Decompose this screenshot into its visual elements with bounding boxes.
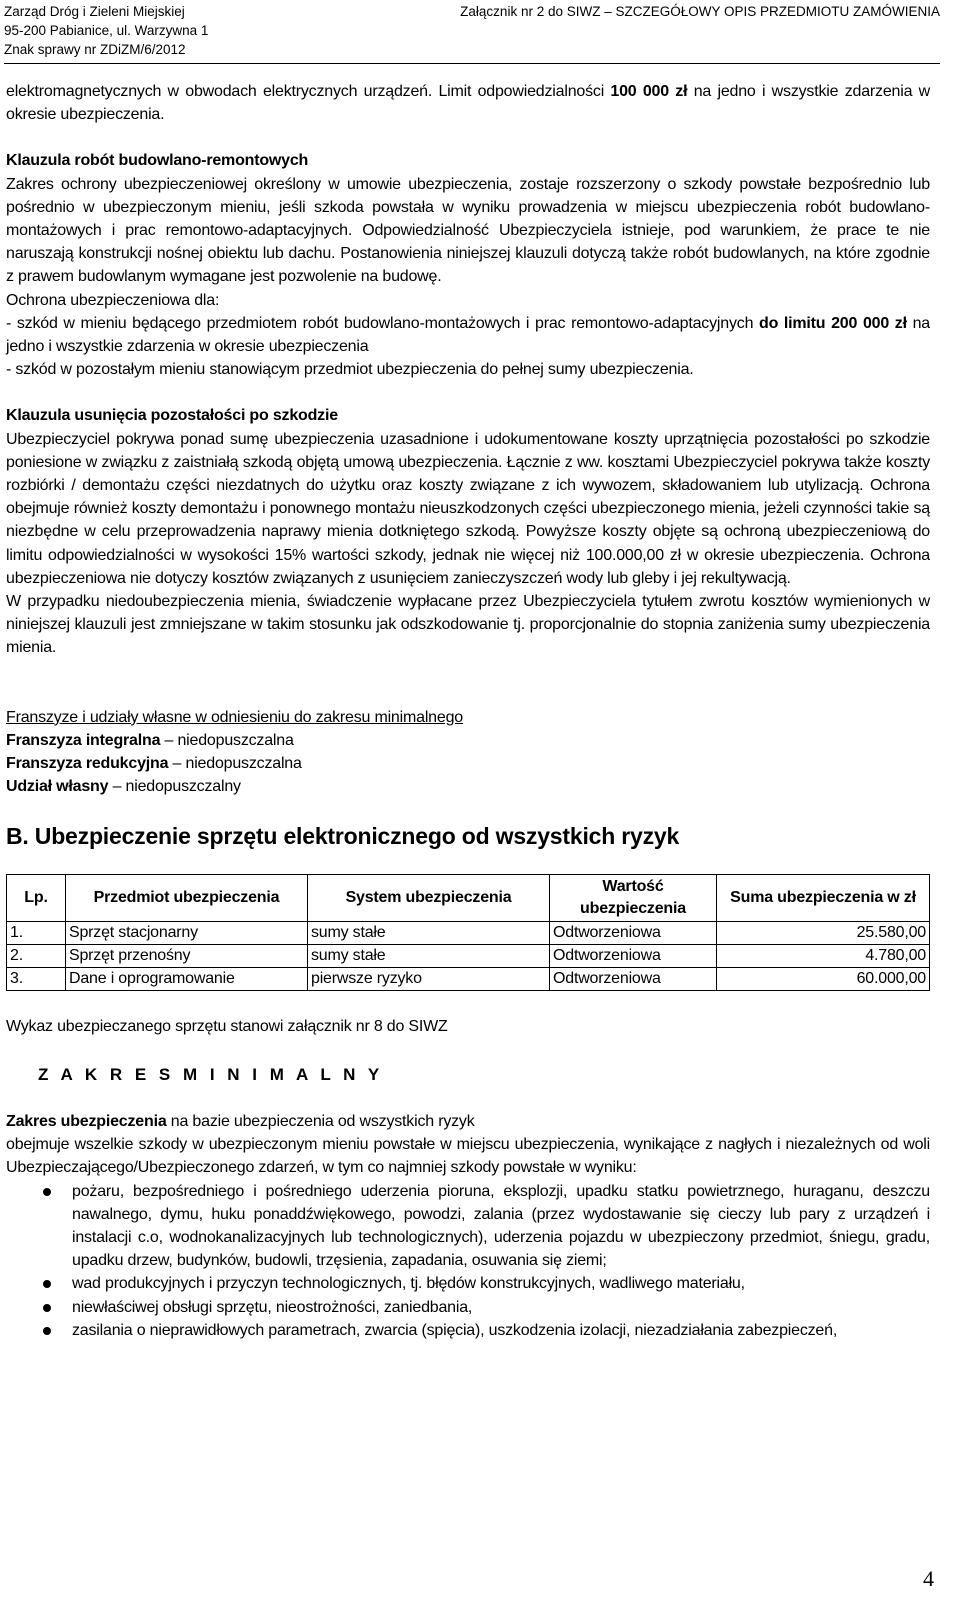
table-row — [7, 968, 930, 991]
clause-construction-title-text: Klauzula robót budowlano-remontowych — [6, 152, 309, 170]
table-row — [7, 922, 930, 945]
cell-value: Odtworzeniowa — [550, 945, 717, 968]
table-header-row — [7, 875, 930, 922]
list-item — [6, 1180, 930, 1273]
cell-system: sumy stałe — [308, 922, 550, 945]
cell-value: Odtworzeniowa — [550, 922, 717, 945]
risk-text: wad produkcyjnych i przyczyn technologicznych, tj. błędów konstrukcyjnych, wadliwego materiału, — [72, 1275, 745, 1293]
cell-lp: 1. — [7, 922, 66, 945]
cell-lp: 2. — [7, 945, 66, 968]
deductible-row — [6, 729, 930, 752]
header-left — [4, 2, 208, 59]
col-system: System ubezpieczenia — [308, 875, 550, 922]
scope-text: obejmuje wszelkie szkody w ubezpieczonym mieniu powstałe w miejscu ubezpieczenia, wynikające z nagłych i niezależnych od woli Ubezpieczającego/Ubezpieczonego zdarzeń, w tym co najmniej szkody powstałe w wyniku: — [6, 1136, 930, 1177]
cell-sum: 4.780,00 — [717, 945, 930, 968]
bullet-icon — [43, 1280, 51, 1288]
section-b-title: B. Ubezpieczenie sprzętu elektronicznego od wszystkich ryzyk — [6, 823, 680, 850]
clause-construction-p3c: na jedno i wszystkie zdarzenia w okresie ubezpieczenia — [6, 314, 930, 356]
list-item — [6, 1296, 930, 1319]
bullet-icon — [43, 1304, 51, 1312]
risk-text: niewłaściwej obsługi sprzętu, nieostrożności, zaniedbania, — [72, 1298, 473, 1316]
deductible-value: – niedopuszczalna — [160, 731, 294, 749]
header-case-number: Znak sprawy nr ZDiZM/6/2012 — [4, 42, 186, 57]
clause-construction-title — [6, 149, 930, 172]
col-subject: Przedmiot ubezpieczenia — [66, 875, 308, 922]
deductible-label: Franszyza redukcyjna — [6, 755, 169, 773]
clause-construction-p2: Ochrona ubezpieczeniowa dla: — [6, 291, 220, 309]
page-header — [4, 2, 940, 58]
intro-paragraph — [6, 80, 930, 126]
col-lp: Lp. — [7, 875, 66, 922]
cell-system: sumy stałe — [308, 945, 550, 968]
clause-debris-title — [6, 404, 930, 427]
risk-text: pożaru, bezpośredniego i pośredniego uderzenia pioruna, eksplozji, upadku statku powietrznego, huraganu, deszczu nawalnego, dymu, huku ponaddźwiękowego, powodzi, zalania (przez wydostawanie się cieczy lub pary z urządzeń i instalacji c.o, wodnokanalizacyjnych lub technologicznych), uderzenia pojazdu w ubezpieczony przedmiot, śniegu, gradu, upadku drzew, budynków, budowli, trzęsienia, zapadania, osuwania się ziemi; — [72, 1182, 930, 1270]
cell-subject: Sprzęt stacjonarny — [66, 922, 308, 945]
cell-lp: 3. — [7, 968, 66, 991]
scope-rest: na bazie ubezpieczenia od wszystkich ryzyk — [166, 1112, 475, 1130]
header-annex: Załącznik nr 2 do SIWZ – SZCZEGÓŁOWY OPIS PRZEDMIOTU ZAMÓWIENIA — [460, 4, 940, 19]
cell-sum: 60.000,00 — [717, 968, 930, 991]
list-item — [6, 1319, 930, 1342]
intro-text-2: na jedno i wszystkie zdarzenia w okresie ubezpieczenia. — [6, 83, 930, 124]
clause-construction-p3a: - szkód w mieniu będącego przedmiotem robót budowlano-montażowych i prac remontowo-adaptacyjnych — [6, 314, 760, 332]
clause-construction-limit: do limitu 200 000 zł — [759, 314, 907, 332]
header-rule — [4, 63, 940, 64]
intro-text-1: elektromagnetycznych w obwodach elektrycznych urządzeń. Limit odpowiedzialności — [6, 83, 611, 100]
equipment-note: Wykaz ubezpieczanego sprzętu stanowi załącznik nr 8 do SIWZ — [6, 1018, 448, 1036]
clause-debris-p1: Ubezpieczyciel pokrywa ponad sumę ubezpieczenia uzasadnione i udokumentowane koszty uprzątnięcia pozostałości po szkodzie poniesione w związku z zaistniałą szkodą objętą umową ubezpieczenia. Łącznie z ww. kosztami Ubezpieczyciel pokrywa także koszty rozbiórki / demontażu części niezdatnych do użytku oraz koszty związane z ich wywozem, składowaniem lub utylizacją. Ochrona obejmuje również koszty demontażu i ponownego montażu nieuszkodzonych części ubezpieczonego mienia, jeżeli czynności takie są niezbędne w celu przeprowadzenia naprawy mienia dotkniętego szkodą. Powyższe koszty objęte są ochroną ubezpieczeniową do limitu odpowiedzialności w wysokości 15% wartości szkody, jednak nie więcej niż 100.000,00 zł w okresie ubezpieczenia. Ochrona ubezpieczeniowa nie dotyczy kosztów związanych z usunięciem zanieczyszczeń wody lub gleby i jej rekultywacją. — [6, 430, 930, 587]
risk-list — [6, 1180, 930, 1342]
risk-text: zasilania o nieprawidłowych parametrach, zwarcia (spięcia), uszkodzenia izolacji, niezadziałania zabezpieczeń, — [72, 1321, 838, 1339]
deductible-value: – niedopuszczalny — [108, 778, 241, 796]
header-org: Zarząd Dróg i Zieleni Miejskiej — [4, 4, 185, 19]
list-item — [6, 1272, 930, 1295]
scope-line — [6, 1110, 930, 1133]
intro-limit: 100 000 zł — [610, 83, 688, 100]
cell-system: pierwsze ryzyko — [308, 968, 550, 991]
scope-label: Zakres ubezpieczenia — [6, 1112, 167, 1130]
cell-subject: Dane i oprogramowanie — [66, 968, 308, 991]
deductibles-heading: Franszyze i udziały własne w odniesieniu do zakresu minimalnego — [6, 708, 463, 726]
equipment-table — [6, 874, 930, 991]
clause-construction-p3 — [6, 312, 930, 358]
cell-value: Odtworzeniowa — [550, 968, 717, 991]
cell-sum: 25.580,00 — [717, 922, 930, 945]
clause-debris-p2: W przypadku niedoubezpieczenia mienia, świadczenie wypłacane przez Ubezpieczyciela tytułem zwrotu kosztów wymienionych w niniejszej klauzuli jest zmniejszane w takim stosunku jak odszkodowanie tj. proporcjonalnie do stopnia zaniżenia sumy ubezpieczenia mienia. — [6, 593, 930, 657]
clause-construction-p4: - szkód w pozostałym mieniu stanowiącym przedmiot ubezpieczenia do pełnej sumy ubezpieczenia. — [6, 361, 694, 379]
col-value: Wartość ubezpieczenia — [550, 875, 717, 922]
deductible-label: Franszyza integralna — [6, 731, 161, 749]
page-content — [6, 80, 930, 1342]
col-sum: Suma ubezpieczenia w zł — [717, 875, 930, 922]
bullet-icon — [43, 1188, 51, 1196]
page-number: 4 — [923, 1566, 934, 1591]
deductible-row — [6, 752, 930, 775]
deductible-row — [6, 775, 930, 798]
table-row — [7, 945, 930, 968]
header-address: 95-200 Pabianice, ul. Warzywna 1 — [4, 23, 209, 38]
deductible-value: – niedopuszczalna — [168, 755, 302, 773]
clause-debris-title-text: Klauzula usunięcia pozostałości po szkodzie — [6, 407, 338, 425]
cell-subject: Sprzęt przenośny — [66, 945, 308, 968]
minimal-scope-heading: Z A K R E S M I N I M A L N Y — [38, 1064, 384, 1084]
deductible-label: Udział własny — [6, 778, 109, 796]
clause-construction-p1: Zakres ochrony ubezpieczeniowej określony w umowie ubezpieczenia, zostaje rozszerzony o szkody powstałe bezpośrednio lub pośrednio w ubezpieczonym mieniu, jeśli szkoda powstała w wyniku prowadzenia w miejscu ubezpieczenia robót budowlano-montażowych i prac remontowo-adaptacyjnych. Odpowiedzialność Ubezpieczyciela istnieje, pod warunkiem, że prace te nie naruszają konstrukcji nośnej obiektu lub dachu. Postanowienia niniejszej klauzuli dotyczą także robót budowlanych, na które zgodnie z prawem budowlanym wymagane jest pozwolenie na budowę. — [6, 175, 930, 286]
bullet-icon — [43, 1327, 51, 1335]
